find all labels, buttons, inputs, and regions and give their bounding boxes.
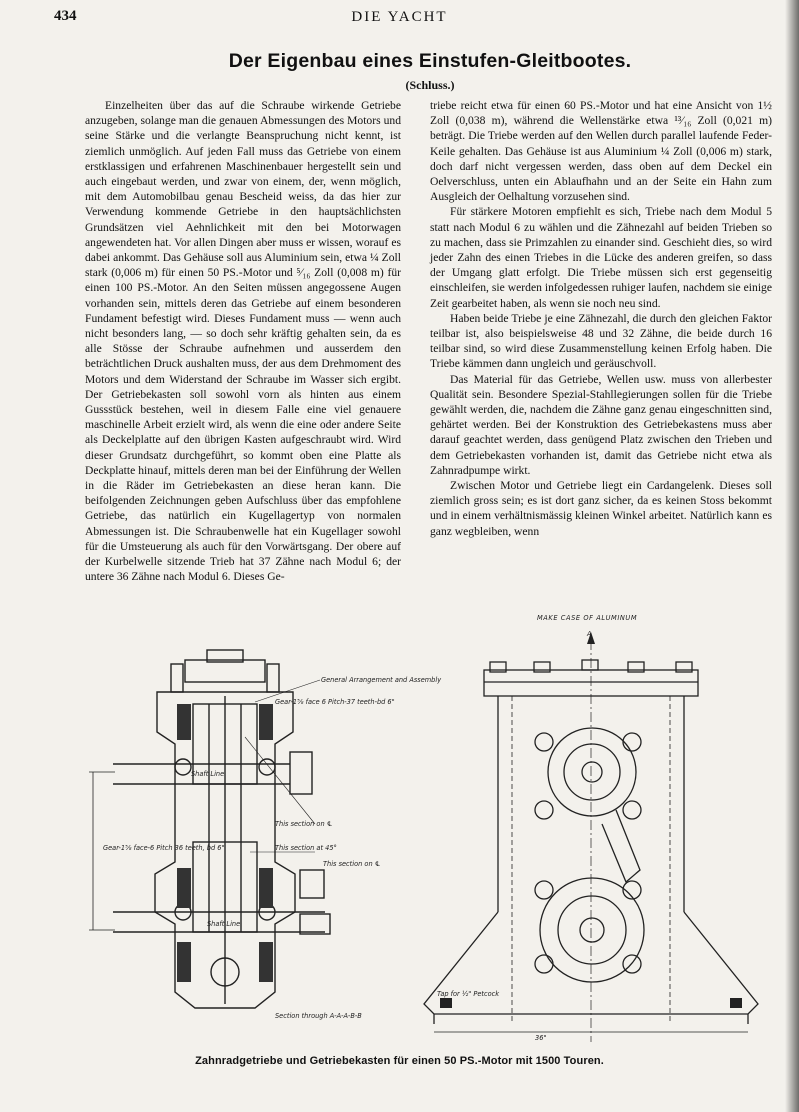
- paragraph: Einzelheiten über das auf die Schraube wirkende Getriebe anzugeben, solange man die genauen Abmessungen des Motors und seine Stärke und die verlangte Beanspruchung nicht kennt, ist ziemlich unmöglich. Auf jeden Fall muss das Getriebe von einem erstklassigen und erfahrenen Maschinenbauer hergestellt sein und auch eingebaut werden, und zwar von einem, der, wenn möglich, mit dem Automobilbau genau Bescheid weiss, da das hier zur Verwendung kommende Getriebe in den hauptsächlichsten Grundsätzen viel Aehnlichkeit mit den bei Motorwagen angewendeten hat. Vor allen Dingen aber muss er wissen, worauf es dabei ankommt. Das Gehäuse soll aus Aluminium sein, etwa ¼ Zoll stark (0,006 m) für einen 50 PS.-Motor und ⁵⁄₁₆ Zoll (0,008 m) für einen 100 PS.-Motor. An den Seiten müssen angegossene Augen vorhanden sein, mittels deren das Getriebe auf einem besonderen Fundament befestigt wird. Dieses Fundament muss — wenn auch nicht besonders lang, — so doch sehr kräftig gehalten sein, da es alle Stösse der Schraube aufnehmen und ausserdem den beträchtlichen Druck aushalten muss, der aus dem Drehmoment des Motors und dem Widerstand der Schraube im Wasser sich ergibt. Der Getriebekasten soll sowohl vorn als hinten aus einem Gussstück bestehen, weil in diesem Falle eine viel genauere maschinelle Arbeit erzielt wird, als wenn die eine oder andere Seite als Deckelplatte auf den übrigen Kasten aufgeschraubt wird. Wird dieser Grundsatz durchgeführt, so kommt oben eine Platte als Deckplatte hinauf, mittels deren man bei der Einführung der Wellen in die Räder im Getriebekasten an diese heran kann. Die beifolgenden Zeichnungen geben Aufschluss über das empfohlene Getriebe, das natürlich ein Kugellagertyp von normalen Abmessungen ist. Die Schraubenwelle hat ein Kugellager sowohl für die Umsteuerung als auch für den Vorwärtsgang. Der obere auf der Kurbelwelle sitzende Trieb hat 37 Zähne nach Modul 6; der untere 36 Zähne nach Modul 6. Dieses Ge-: [85, 99, 401, 584]
- annotation-section-through: Section through A-A-A-B-B: [275, 1012, 362, 1020]
- annotation-shaft-bottom: Shaft Line: [207, 920, 241, 928]
- annotation-gear-bottom: Gear-1⅝ face-6 Pitch 36 teeth, bd 6": [103, 844, 225, 852]
- annotation-section-3: This section on ℄: [323, 860, 381, 868]
- figure-caption: Zahnradgetriebe und Getriebekasten für einen 50 PS.-Motor mit 1500 Touren.: [195, 1055, 604, 1067]
- page-number: 434: [54, 8, 77, 24]
- annotation-shaft-top: Shaft Line: [191, 770, 225, 778]
- annotation-mark-a: A: [587, 630, 592, 638]
- paragraph: triebe reicht etwa für einen 60 PS.-Motor und hat eine Ansicht von 1½ Zoll (0,038 m), während die Wellenstärke etwa ¹³⁄₁₆ Zoll (0,021 m) beträgt. Die Triebe werden auf den Wellen durch parallel laufende Feder-Keile gehalten. Das Gehäuse ist aus Aluminium ¼ Zoll (0,006 m) stark, doch darf nicht vergessen werden, dass oben auf dem Deckel ein Oelverschluss, unten ein Ablaufhahn und an der Seite ein Hahn zum Ausgleich der Oelhaltung vorzusehen sind.: [430, 99, 772, 204]
- annotation-general-arrangement: General Arrangement and Assembly: [321, 676, 442, 684]
- annotation-section-1: This section on ℄: [275, 820, 333, 828]
- paragraph: Für stärkere Motoren empfiehlt es sich, Triebe nach dem Modul 5 statt nach Modul 6 zu wählen und die Zähnezahl auf beiden Trieben so zu machen, dass sie Primzahlen zu einander sind. Geschieht dies, so wird jeder Zahn des einen Triebes in die Lücke des anderen greifen, so dass der Umgang glatt erfolgt. Die Triebe müssen sich erst gegenseitig einschleifen, sie werden infolgedessen ruhiger laufen, nachdem sie einige Zeit gearbeitet haben, als wenn sie noch neu sind.: [430, 205, 772, 310]
- article-title: Der Eigenbau eines Einstufen-Gleitbootes.: [228, 50, 632, 72]
- article-subtitle: (Schluss.): [405, 78, 455, 92]
- annotation-section-2: This section at 45°: [275, 844, 337, 852]
- right-text-column: [430, 98, 772, 539]
- paragraph: Haben beide Triebe je eine Zähnezahl, die durch den gleichen Faktor teilbar ist, also beispielsweise 48 und 32 Zähne, die beide durch 16 teilbar sind, so wird diese Zusammenstellung keinen Erfolg haben. Die Triebe kämmen dann ungleich und geräuschvoll.: [430, 311, 772, 371]
- annotation-dimension: 36": [535, 1034, 547, 1042]
- scan-shadow-edge: [785, 0, 799, 1112]
- gearbox-case-drawing: [420, 612, 775, 1047]
- paragraph: Zwischen Motor und Getriebe liegt ein Cardangelenk. Dieses soll ziemlich gross sein; es ist dort ganz sicher, da es keinen Stoss bekommt und in einem verhältnismässig kleinen Winkel arbeitet. Natürlich kann es ganz wegbleiben, wenn: [430, 479, 772, 538]
- left-text-column: [85, 98, 401, 585]
- paragraph: Das Material für das Getriebe, Wellen usw. muss von allerbester Qualität sein. Besondere Spezial-Stahllegierungen sollen für die Triebe gewählt werden, die, nachdem die Zähne ganz genau eingeschnitten sind, gehärtet werden. Bei der Konstruktion des Getriebekastens muss aber darauf geachtet werden, dass genügend Platz zwischen den Trieben und dem Getriebekasten vorhanden ist, damit das Getriebe nicht etwa als Zahnradpumpe wirkt.: [430, 372, 772, 477]
- annotation-make-case: MAKE CASE OF ALUMINUM: [537, 614, 638, 622]
- running-head: DIE YACHT: [351, 9, 448, 25]
- technical-drawing-figure: [85, 612, 775, 1047]
- annotation-tap: Tap for ½" Petcock: [437, 990, 500, 998]
- annotation-gear-top: Gear-1⅝ face 6 Pitch-37 teeth-bd 6": [275, 698, 395, 706]
